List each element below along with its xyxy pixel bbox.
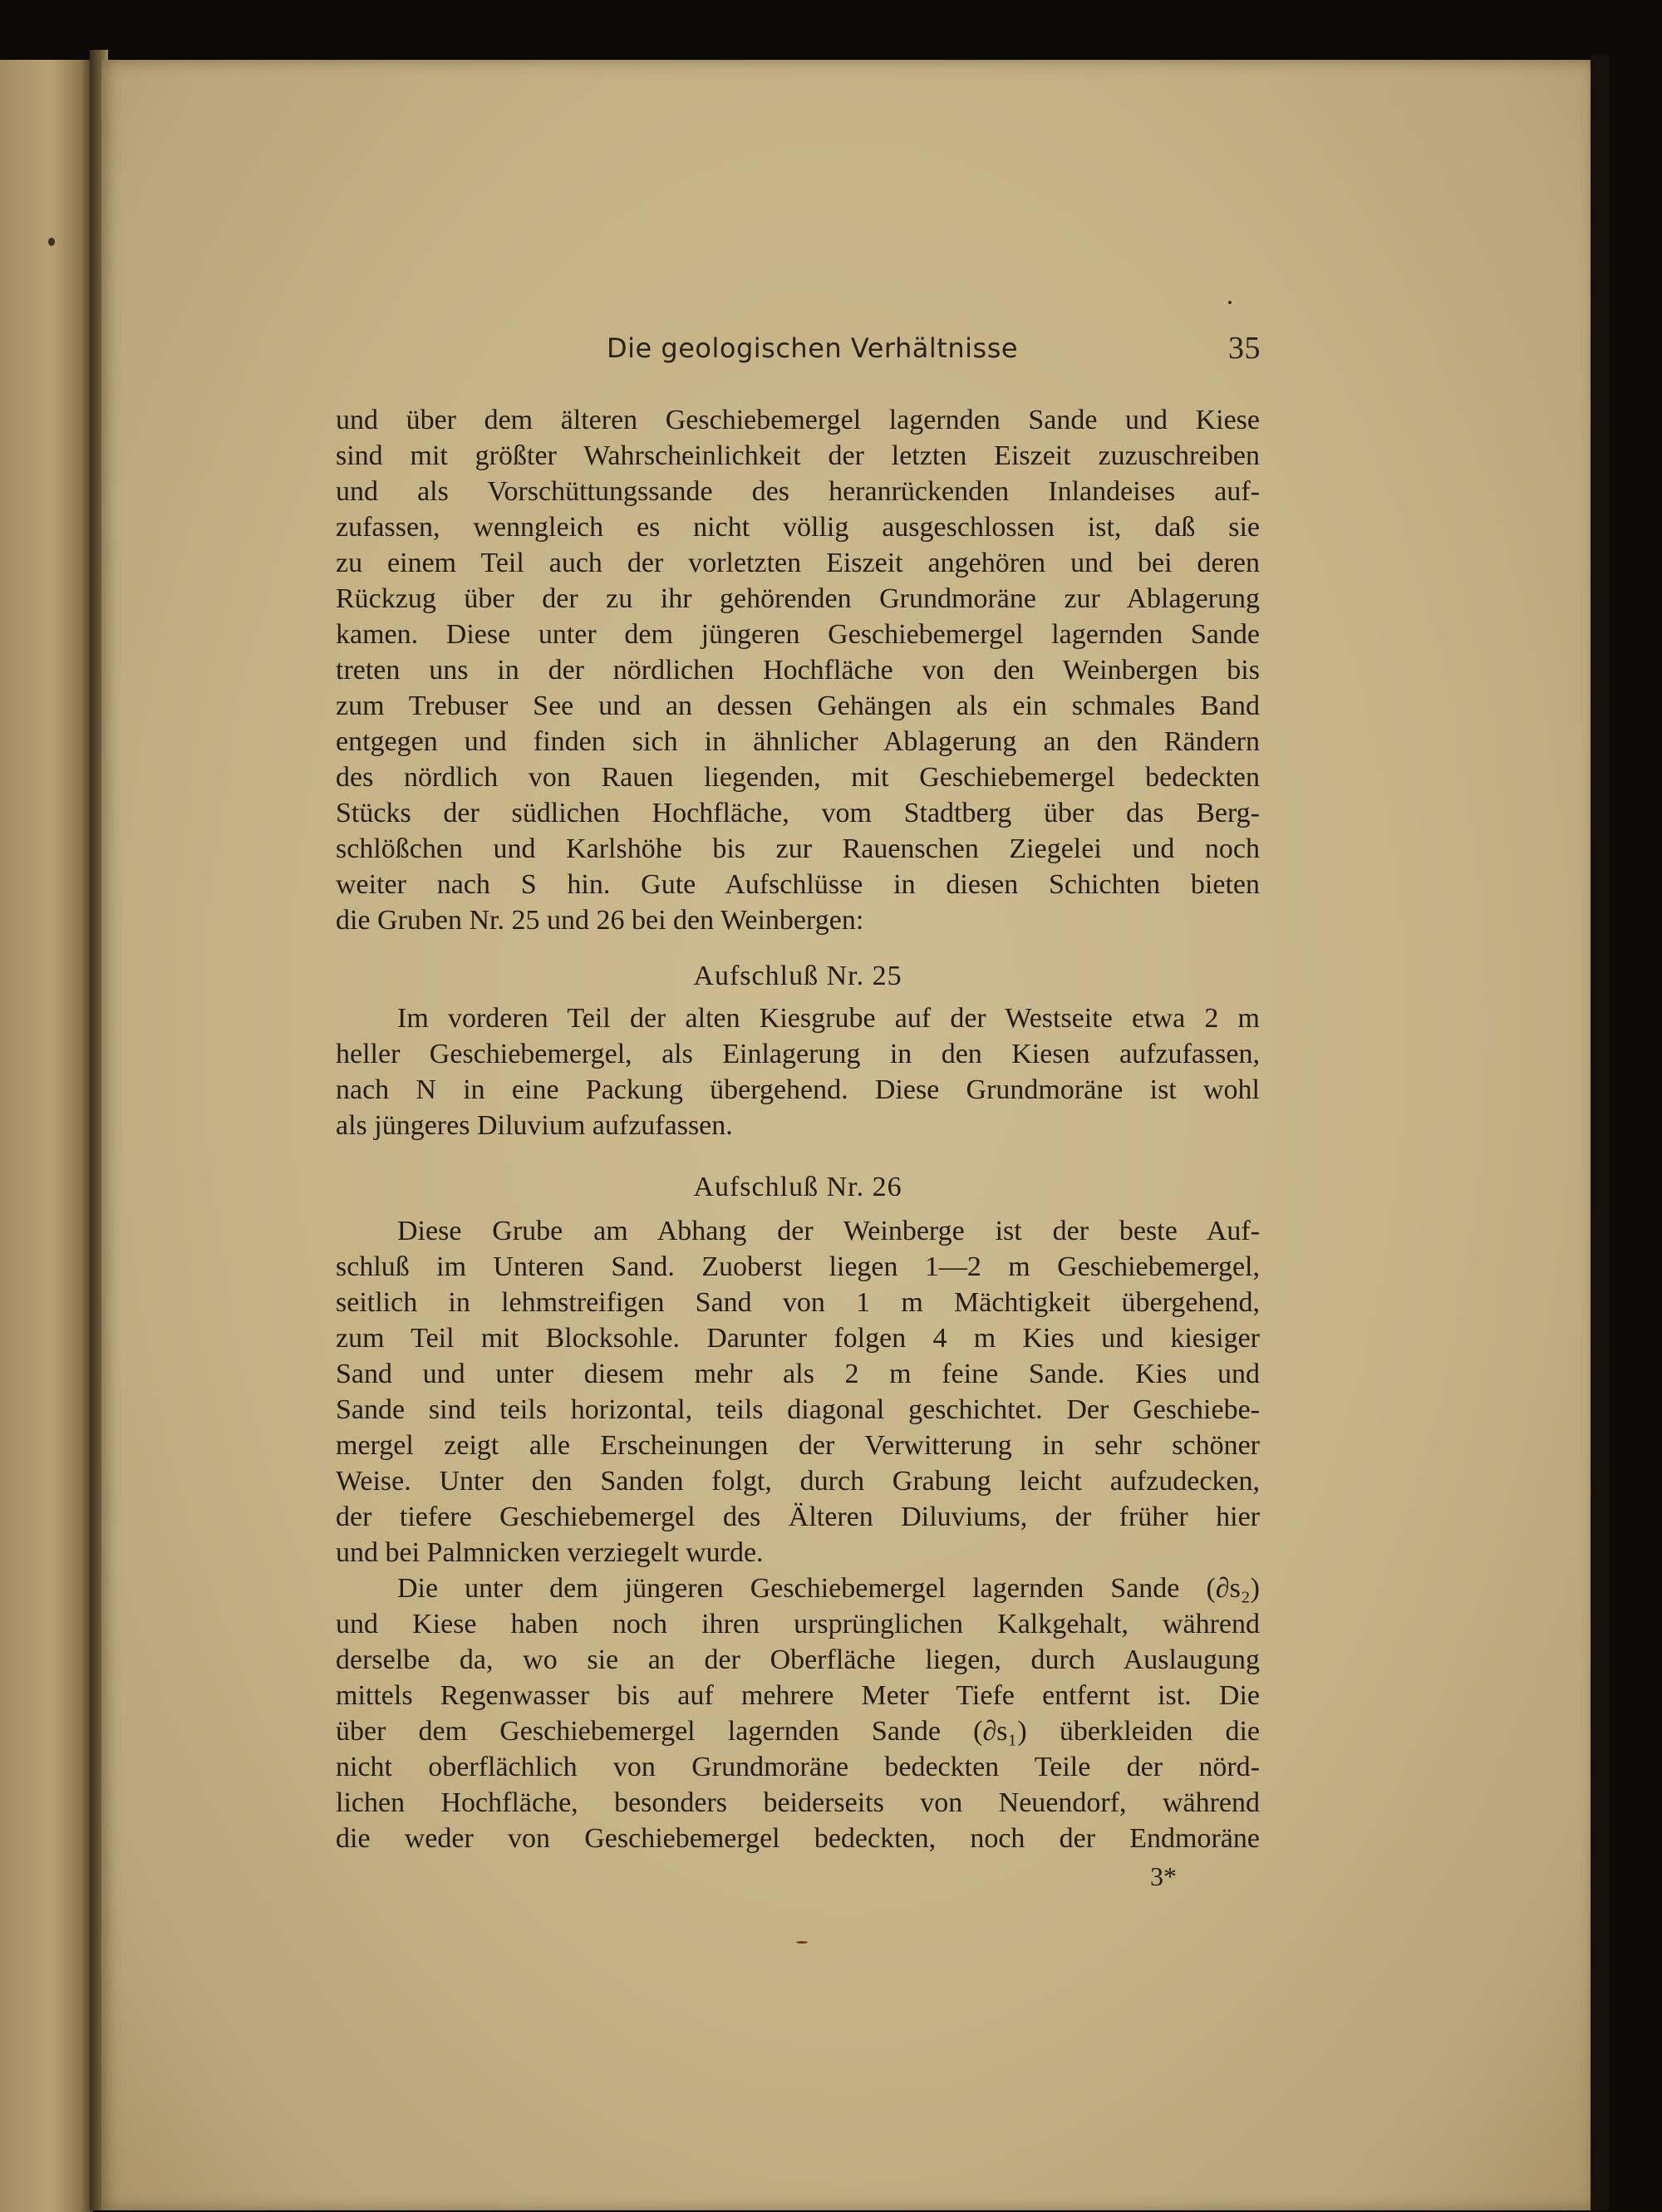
text-line: zum Teil mit Blocksohle. Darunter folgen 4 m Kies und kiesiger: [336, 1323, 1260, 1354]
text-line: nach N in eine Packung übergehend. Diese Grundmoräne ist wohl: [336, 1074, 1260, 1105]
running-head: Die geologischen Verhältnisse: [607, 332, 1019, 364]
text-line: mittels Regenwasser bis auf mehrere Meter Tiefe entfernt ist. Die: [336, 1680, 1260, 1711]
text-line: heller Geschiebemergel, als Einlagerung in den Kiesen aufzufassen,: [336, 1039, 1260, 1069]
text-line: lichen Hochfläche, besonders beiderseits von Neuendorf, während: [336, 1787, 1260, 1818]
section-heading-25: Aufschluß Nr. 25: [693, 961, 902, 991]
text-line: zu einem Teil auch der vorletzten Eiszeit angehören und bei deren: [336, 548, 1260, 578]
text-line: schlößchen und Karlshöhe bis zur Rauenschen Ziegelei und noch: [336, 833, 1260, 864]
text-line: des nördlich von Rauen liegenden, mit Geschiebemergel bedeckten: [336, 762, 1260, 793]
text-line: zufassen, wenngleich es nicht völlig ausgeschlossen ist, daß sie: [336, 512, 1260, 543]
text-line: Diese Grube am Abhang der Weinberge ist der beste Auf-: [397, 1216, 1260, 1246]
text-line: als jüngeres Diluvium aufzufassen.: [336, 1110, 733, 1141]
text-line: mergel zeigt alle Erscheinungen der Verwitterung in sehr schöner: [336, 1430, 1260, 1461]
text-line: schluß im Unteren Sand. Zuoberst liegen 1—2 m Geschiebemergel,: [336, 1251, 1260, 1282]
text-line: und über dem älteren Geschiebemergel lagernden Sande und Kiese: [336, 405, 1260, 435]
paper-speck: [48, 238, 55, 246]
text-line: derselbe da, wo sie an der Oberfläche liegen, durch Auslaugung: [336, 1644, 1260, 1675]
text-line: und Kiese haben noch ihren ursprünglichen Kalkgehalt, während: [336, 1609, 1260, 1639]
text-line: der tiefere Geschiebemergel des Älteren Diluviums, der früher hier: [336, 1502, 1260, 1532]
text-line: Rückzug über der zu ihr gehörenden Grundmoräne zur Ablagerung: [336, 583, 1260, 614]
text-line: treten uns in der nördlichen Hochfläche von den Weinbergen bis: [336, 655, 1260, 686]
text-line: Sande sind teils horizontal, teils diagonal geschichtet. Der Geschiebe-: [336, 1394, 1260, 1425]
paper-speck: [1228, 301, 1232, 304]
text-line: und als Vorschüttungssande des heranrückenden Inlandeises auf-: [336, 476, 1260, 507]
text-line: Weise. Unter den Sanden folgt, durch Grabung leicht aufzudecken,: [336, 1466, 1260, 1497]
text-line: entgegen und finden sich in ähnlicher Ablagerung an den Rändern: [336, 726, 1260, 757]
text-line: die weder von Geschiebemergel bedeckten, noch der Endmoräne: [336, 1823, 1260, 1854]
text-line: seitlich in lehmstreifigen Sand von 1 m Mächtigkeit übergehend,: [336, 1287, 1260, 1318]
text-line: Die unter dem jüngeren Geschiebemergel lagernden Sande (∂s₂): [397, 1573, 1260, 1604]
section-heading-26: Aufschluß Nr. 26: [693, 1172, 902, 1202]
text-line: Im vorderen Teil der alten Kiesgrube auf der Westseite etwa 2 m: [397, 1003, 1260, 1034]
text-line: nicht oberflächlich von Grundmoräne bedeckten Teile der nörd-: [336, 1752, 1260, 1782]
adjacent-page-edge: [0, 60, 93, 2212]
signature-mark: 3*: [1150, 1861, 1177, 1891]
text-line: über dem Geschiebemergel lagernden Sande (∂s₁) überkleiden die: [336, 1716, 1260, 1747]
text-line: Stücks der südlichen Hochfläche, vom Stadtberg über das Berg-: [336, 798, 1260, 828]
text-line: kamen. Diese unter dem jüngeren Geschiebemergel lagernden Sande: [336, 619, 1260, 650]
text-line: weiter nach S hin. Gute Aufschlüsse in diesen Schichten bieten: [336, 869, 1260, 900]
paper-speck: [796, 1941, 808, 1944]
text-line: die Gruben Nr. 25 und 26 bei den Weinbergen:: [336, 905, 864, 936]
text-line: sind mit größter Wahrscheinlichkeit der letzten Eiszeit zuzuschreiben: [336, 440, 1260, 471]
text-line: Sand und unter diesem mehr als 2 m feine Sande. Kies und: [336, 1359, 1260, 1389]
page-border-right: [1591, 55, 1609, 2210]
text-line: zum Trebuser See und an dessen Gehängen als ein schmales Band: [336, 691, 1260, 721]
page-number: 35: [1228, 331, 1261, 366]
text-line: und bei Palmnicken verziegelt wurde.: [336, 1537, 764, 1568]
